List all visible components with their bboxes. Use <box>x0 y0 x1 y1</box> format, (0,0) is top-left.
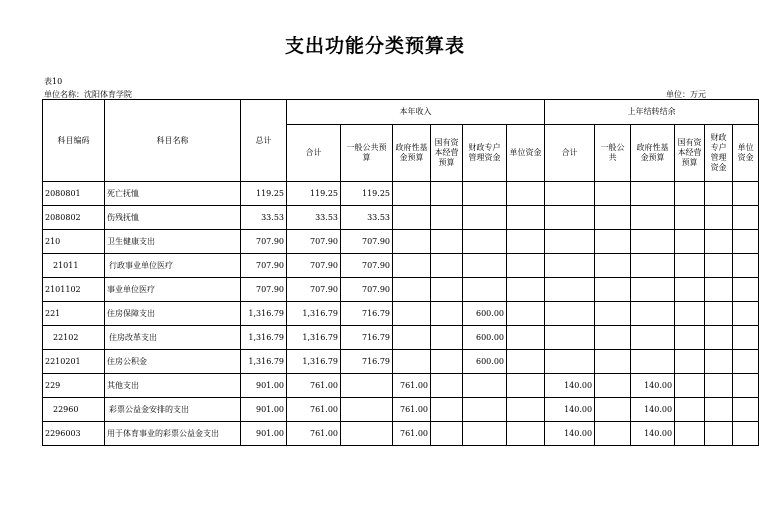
cell-cy-general <box>341 374 393 398</box>
page-title: 支出功能分类预算表 <box>284 35 465 57</box>
cell-cy-fund <box>393 206 431 230</box>
cell-code: 229 <box>43 374 105 398</box>
cell-ly-fund <box>631 230 675 254</box>
table-row <box>43 206 759 230</box>
cell-code: 21011 <box>43 254 105 278</box>
cell-code: 2296003 <box>43 422 105 446</box>
cell-cy-state <box>431 182 463 206</box>
cell-cy-fund <box>393 230 431 254</box>
cell-cy-general: 716.79 <box>341 350 393 374</box>
cell-cy-fund <box>393 254 431 278</box>
cell-cy-unit <box>507 302 545 326</box>
cell-ly-state <box>675 326 705 350</box>
cell-name: 彩票公益金安排的支出 <box>105 398 241 422</box>
cell-cy-total: 761.00 <box>287 374 341 398</box>
cell-cy-fund: 761.00 <box>393 422 431 446</box>
cell-cy-fiscal: 600.00 <box>463 326 507 350</box>
cell-ly-total <box>545 326 595 350</box>
cell-ly-general <box>595 254 631 278</box>
unit-label: 单位：万元 <box>666 90 706 99</box>
cell-ly-fund <box>631 206 675 230</box>
cell-ly-total <box>545 350 595 374</box>
cell-ly-state <box>675 350 705 374</box>
cell-cy-fund <box>393 182 431 206</box>
cell-cy-total: 707.90 <box>287 230 341 254</box>
header-cy-fiscal: 财政专户管理资金 <box>463 125 507 182</box>
cell-cy-unit <box>507 278 545 302</box>
cell-total: 707.90 <box>241 278 287 302</box>
table-row <box>43 230 759 254</box>
cell-ly-unit <box>733 374 759 398</box>
cell-ly-fiscal <box>705 398 733 422</box>
cell-cy-fiscal: 600.00 <box>463 302 507 326</box>
cell-cy-total: 707.90 <box>287 278 341 302</box>
table-row <box>43 350 759 374</box>
cell-cy-state <box>431 278 463 302</box>
cell-ly-state <box>675 254 705 278</box>
cell-ly-fiscal <box>705 326 733 350</box>
cell-cy-general: 33.53 <box>341 206 393 230</box>
cell-ly-fiscal <box>705 374 733 398</box>
cell-cy-fiscal <box>463 398 507 422</box>
cell-ly-unit <box>733 302 759 326</box>
cell-code: 2080801 <box>43 182 105 206</box>
cell-total: 1,316.79 <box>241 302 287 326</box>
cell-cy-state <box>431 326 463 350</box>
cell-ly-state <box>675 302 705 326</box>
cell-ly-fiscal <box>705 278 733 302</box>
cell-name: 死亡抚恤 <box>105 182 241 206</box>
cell-total: 707.90 <box>241 230 287 254</box>
cell-name: 行政事业单位医疗 <box>105 254 241 278</box>
header-ly-general: 一般公共 <box>595 125 631 182</box>
cell-ly-general <box>595 326 631 350</box>
header-last-year: 上年结转结余 <box>545 100 759 125</box>
cell-ly-state <box>675 182 705 206</box>
cell-ly-total: 140.00 <box>545 422 595 446</box>
cell-cy-state <box>431 230 463 254</box>
cell-cy-unit <box>507 422 545 446</box>
cell-ly-unit <box>733 230 759 254</box>
cell-cy-fiscal <box>463 374 507 398</box>
cell-ly-total: 140.00 <box>545 374 595 398</box>
cell-ly-fiscal <box>705 230 733 254</box>
table-row <box>43 422 759 446</box>
table-row <box>43 374 759 398</box>
table-number: 表10 <box>44 77 63 86</box>
cell-cy-unit <box>507 254 545 278</box>
cell-ly-state <box>675 422 705 446</box>
cell-cy-state <box>431 374 463 398</box>
cell-ly-unit <box>733 278 759 302</box>
cell-cy-general <box>341 422 393 446</box>
cell-cy-general: 707.90 <box>341 230 393 254</box>
cell-cy-total: 33.53 <box>287 206 341 230</box>
cell-cy-state <box>431 206 463 230</box>
cell-ly-unit <box>733 326 759 350</box>
cell-name: 用于体育事业的彩票公益金支出 <box>105 422 241 446</box>
table-row <box>43 278 759 302</box>
cell-ly-general <box>595 230 631 254</box>
header-ly-fund: 政府性基金预算 <box>631 125 675 182</box>
cell-ly-fiscal <box>705 206 733 230</box>
cell-ly-state <box>675 398 705 422</box>
cell-ly-state <box>675 206 705 230</box>
cell-cy-unit <box>507 398 545 422</box>
cell-cy-total: 1,316.79 <box>287 326 341 350</box>
cell-cy-general <box>341 398 393 422</box>
cell-cy-general: 707.90 <box>341 254 393 278</box>
cell-cy-fiscal: 600.00 <box>463 350 507 374</box>
cell-cy-fiscal <box>463 230 507 254</box>
cell-code: 210 <box>43 230 105 254</box>
header-ly-state: 国有资本经营预算 <box>675 125 705 182</box>
cell-cy-general: 707.90 <box>341 278 393 302</box>
cell-ly-fiscal <box>705 254 733 278</box>
cell-ly-general <box>595 350 631 374</box>
cell-cy-fund: 761.00 <box>393 374 431 398</box>
cell-ly-total <box>545 254 595 278</box>
cell-ly-fund: 140.00 <box>631 398 675 422</box>
cell-cy-fiscal <box>463 254 507 278</box>
cell-cy-state <box>431 422 463 446</box>
cell-cy-unit <box>507 326 545 350</box>
cell-total: 1,316.79 <box>241 350 287 374</box>
cell-ly-fiscal <box>705 302 733 326</box>
cell-cy-unit <box>507 350 545 374</box>
cell-cy-total: 119.25 <box>287 182 341 206</box>
cell-name: 住房改革支出 <box>105 326 241 350</box>
cell-ly-general <box>595 398 631 422</box>
cell-cy-fiscal <box>463 278 507 302</box>
cell-cy-general: 716.79 <box>341 326 393 350</box>
cell-cy-state <box>431 254 463 278</box>
cell-cy-total: 1,316.79 <box>287 350 341 374</box>
cell-code: 22102 <box>43 326 105 350</box>
cell-ly-fund <box>631 350 675 374</box>
cell-cy-state <box>431 350 463 374</box>
cell-code: 221 <box>43 302 105 326</box>
header-ly-unit: 单位资金 <box>733 125 759 182</box>
cell-ly-fiscal <box>705 350 733 374</box>
cell-name: 住房公积金 <box>105 350 241 374</box>
budget-table <box>42 99 759 446</box>
cell-ly-general <box>595 422 631 446</box>
cell-ly-general <box>595 278 631 302</box>
cell-ly-unit <box>733 254 759 278</box>
header-cy-state: 国有资本经营预算 <box>431 125 463 182</box>
cell-ly-general <box>595 182 631 206</box>
cell-cy-fund <box>393 302 431 326</box>
header-name: 科目名称 <box>105 100 241 182</box>
cell-ly-general <box>595 374 631 398</box>
cell-cy-total: 761.00 <box>287 422 341 446</box>
cell-ly-total <box>545 302 595 326</box>
cell-total: 901.00 <box>241 374 287 398</box>
table-row <box>43 254 759 278</box>
cell-code: 2080802 <box>43 206 105 230</box>
cell-ly-fund <box>631 182 675 206</box>
cell-cy-fund <box>393 350 431 374</box>
cell-cy-unit <box>507 182 545 206</box>
cell-ly-unit <box>733 182 759 206</box>
cell-cy-total: 1,316.79 <box>287 302 341 326</box>
cell-ly-fund <box>631 326 675 350</box>
cell-cy-fund <box>393 326 431 350</box>
table-body <box>43 182 759 446</box>
cell-ly-general <box>595 206 631 230</box>
cell-cy-fiscal <box>463 422 507 446</box>
cell-name: 其他支出 <box>105 374 241 398</box>
cell-ly-total <box>545 278 595 302</box>
cell-ly-state <box>675 278 705 302</box>
header-cy-unit: 单位资金 <box>507 125 545 182</box>
header-current-year: 本年收入 <box>287 100 545 125</box>
cell-cy-fund: 761.00 <box>393 398 431 422</box>
cell-cy-fund <box>393 278 431 302</box>
cell-total: 901.00 <box>241 398 287 422</box>
header-total: 总计 <box>241 100 287 182</box>
table-row <box>43 398 759 422</box>
header-ly-total: 合计 <box>545 125 595 182</box>
cell-total: 33.53 <box>241 206 287 230</box>
cell-name: 事业单位医疗 <box>105 278 241 302</box>
cell-ly-fund: 140.00 <box>631 422 675 446</box>
cell-cy-unit <box>507 206 545 230</box>
cell-ly-fund <box>631 254 675 278</box>
unit-name-label: 单位名称：沈阳体育学院 <box>44 90 132 99</box>
header-cy-total: 合计 <box>287 125 341 182</box>
cell-name: 伤残抚恤 <box>105 206 241 230</box>
cell-ly-fiscal <box>705 182 733 206</box>
cell-ly-total: 140.00 <box>545 398 595 422</box>
cell-code: 2210201 <box>43 350 105 374</box>
cell-cy-general: 716.79 <box>341 302 393 326</box>
header-cy-general: 一般公共预算 <box>341 125 393 182</box>
cell-cy-state <box>431 398 463 422</box>
cell-code: 2101102 <box>43 278 105 302</box>
cell-ly-fund <box>631 302 675 326</box>
cell-total: 707.90 <box>241 254 287 278</box>
cell-cy-total: 761.00 <box>287 398 341 422</box>
table-row <box>43 182 759 206</box>
cell-ly-fiscal <box>705 422 733 446</box>
header-cy-fund: 政府性基金预算 <box>393 125 431 182</box>
cell-ly-total <box>545 182 595 206</box>
cell-name: 卫生健康支出 <box>105 230 241 254</box>
cell-cy-state <box>431 302 463 326</box>
cell-total: 119.25 <box>241 182 287 206</box>
cell-ly-unit <box>733 206 759 230</box>
cell-ly-unit <box>733 422 759 446</box>
cell-ly-fund: 140.00 <box>631 374 675 398</box>
cell-name: 住房保障支出 <box>105 302 241 326</box>
cell-ly-fund <box>631 278 675 302</box>
cell-cy-total: 707.90 <box>287 254 341 278</box>
cell-ly-total <box>545 230 595 254</box>
table-row <box>43 326 759 350</box>
cell-ly-unit <box>733 350 759 374</box>
table-row <box>43 302 759 326</box>
cell-ly-state <box>675 374 705 398</box>
header-ly-fiscal: 财政专户管理资金 <box>705 125 733 182</box>
cell-ly-unit <box>733 398 759 422</box>
header-code: 科目编码 <box>43 100 105 182</box>
cell-ly-general <box>595 302 631 326</box>
cell-cy-general: 119.25 <box>341 182 393 206</box>
cell-code: 22960 <box>43 398 105 422</box>
cell-ly-total <box>545 206 595 230</box>
cell-total: 1,316.79 <box>241 326 287 350</box>
cell-cy-fiscal <box>463 206 507 230</box>
cell-cy-fiscal <box>463 182 507 206</box>
cell-total: 901.00 <box>241 422 287 446</box>
cell-cy-unit <box>507 374 545 398</box>
cell-ly-state <box>675 230 705 254</box>
cell-cy-unit <box>507 230 545 254</box>
